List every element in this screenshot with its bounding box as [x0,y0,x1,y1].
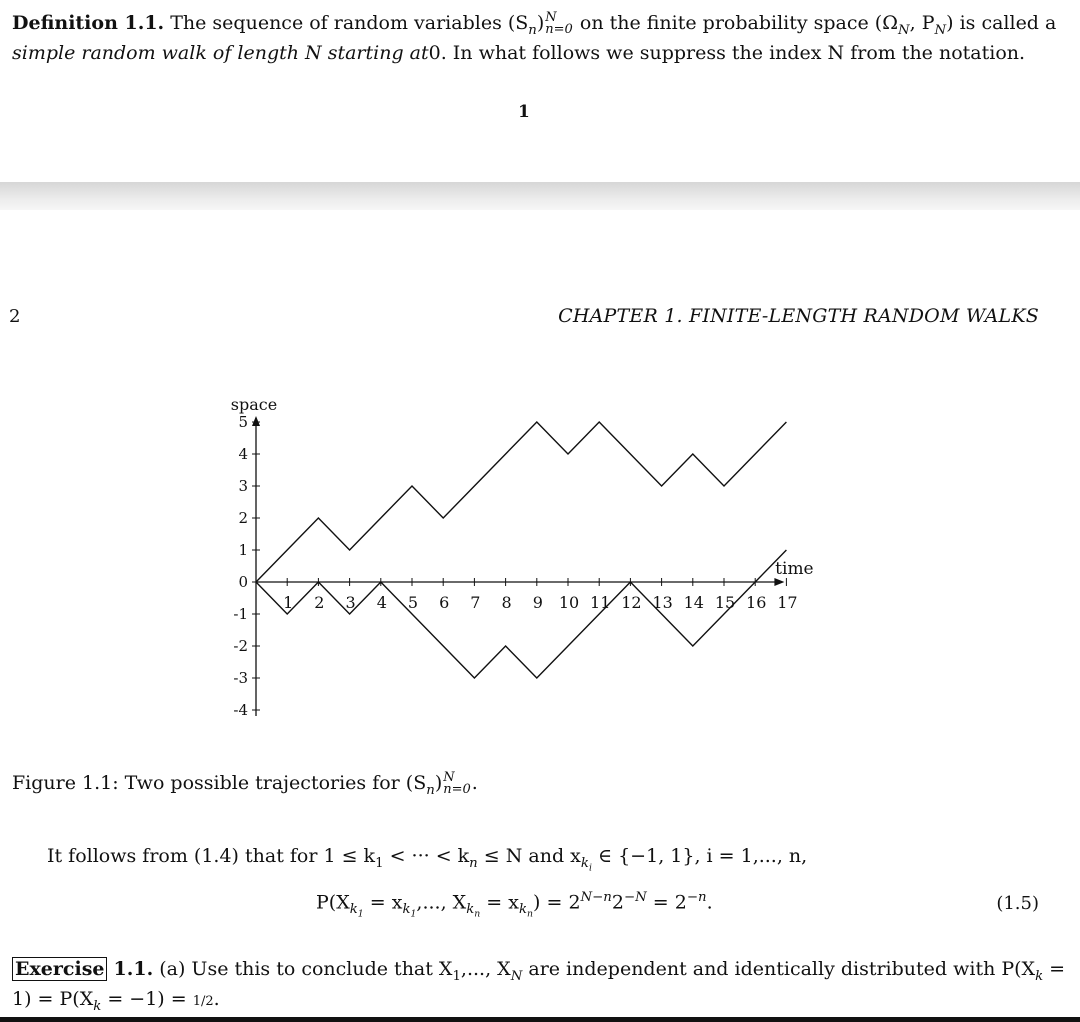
x-tick-label: 3 [345,593,356,612]
y-tick-label: 5 [238,413,248,431]
definition-term: simple random walk of length N starting at [12,42,429,64]
sub: 1 [375,855,384,871]
caption-text: ) [434,772,443,794]
x-tick-label: 14 [683,593,704,612]
sub: n [528,22,537,38]
y-tick-label: 3 [238,477,248,495]
eq-text: 2 [611,891,624,914]
x-tick-label: 4 [376,593,387,612]
sub: k [518,902,528,918]
y-axis-arrow [252,416,260,426]
exercise-line-2 [12,988,220,1014]
exercise-label: Exercise [12,957,107,981]
y-axis-label: space [230,395,278,414]
x-tick-label: 5 [407,593,419,612]
eq-text: = 2 [646,891,687,914]
eq-text: ,..., X [416,891,467,914]
x-tick-label: 10 [558,593,580,612]
definition-line-2 [12,42,1025,64]
sub: k [93,998,102,1014]
paragraph-text: It follows from (1.4) that for 1 ≤ k [47,845,376,867]
equation-number: (1.5) [996,893,1039,914]
sub: n [469,855,478,871]
y-tick-label: 2 [238,509,248,527]
x-tick-label: 6 [439,593,450,612]
definition-text: , P [909,12,935,34]
definition-text: The sequence of random variables (S [170,12,529,34]
exercise-number: 1.1. [113,958,154,980]
sub: 1 [357,908,364,920]
eq-text: ) = 2 [533,891,581,914]
exercise-text: ,..., X [460,958,511,980]
y-tick-label: -2 [233,637,248,655]
trajectory-line-1 [256,422,786,582]
page-number: 2 [9,306,21,327]
y-tick-label: -3 [233,669,248,687]
paragraph-text: < ··· < k [383,845,470,867]
y-tick-label: 1 [238,541,248,559]
sub: n=0 [443,782,471,797]
definition-text: 0 [428,42,441,64]
index-range [443,772,471,795]
sub: n=0 [545,22,573,37]
trajectory-line-2 [256,550,786,678]
equation-1-5 [316,890,713,920]
exercise-text: . [213,988,220,1010]
definition-label: Definition 1.1. [12,12,165,34]
paragraph [47,845,807,873]
caption-text: Figure 1.1: Two possible trajectories for (S [12,772,427,794]
sub: 1 [410,908,417,920]
sub: k [402,902,411,918]
exercise-text: = −1) = [101,988,193,1010]
x-tick-label: 13 [652,593,673,612]
sub: k [466,902,475,918]
x-tick-label: 12 [621,593,642,612]
figure-axes [252,416,786,716]
y-tick-label: 0 [238,573,248,591]
definition-text: . In what follows we suppress the index N from the notation. [440,42,1026,64]
y-tick-label: -1 [233,605,248,623]
y-tick-label: -4 [233,701,248,719]
exercise-text: (a) Use this to conclude that X [153,958,453,980]
sub: k [580,855,589,871]
exercise-text: are independent and identically distributed with P(X [522,958,1036,980]
sup: −N [623,890,647,905]
definition-text: ) is called a [946,12,1057,34]
sub: n [474,908,481,920]
eq-text: = x [480,891,519,914]
x-axis-label: time [775,559,814,579]
sup: N−n [580,890,612,905]
sub: n [426,782,435,798]
sub: n [527,908,534,920]
sub [466,902,481,920]
sup: N [443,770,455,786]
caption-text: . [471,772,478,794]
eq-text: P(X [316,891,350,914]
x-tick-label: 1 [283,593,294,612]
y-tick-label: 4 [238,445,248,463]
x-tick-label: 2 [314,593,325,612]
definition-text: ) [536,12,545,34]
sub: 1 [452,968,461,984]
sub: k [1035,968,1044,984]
page-gap [0,182,1080,210]
sub [349,902,364,920]
sub [518,902,534,920]
definition-line-1 [12,12,1056,38]
sub: N [897,22,910,38]
exercise-line-1 [12,958,1065,984]
random-walk-figure [0,380,1080,740]
sub: N [934,22,947,38]
x-tick-label: 16 [746,593,767,612]
paragraph-text: ∈ {−1, 1}, i = 1,..., n, [591,845,808,867]
eq-text: . [706,891,713,914]
sub [580,855,592,874]
figure-series [256,422,786,678]
paragraph-text: ≤ N and x [477,845,581,867]
exercise-text: 1) = P(X [12,988,94,1010]
x-tick-label: 7 [470,593,481,612]
x-axis-arrow [774,578,784,586]
bottom-edge [0,1017,1080,1022]
sub: N [510,968,523,984]
sup: N [545,10,557,26]
x-tick-label: 17 [777,593,798,612]
x-tick-label: 9 [532,593,543,612]
sub [402,902,417,920]
x-tick-label: 8 [501,593,512,612]
x-tick-label: 15 [714,593,736,612]
exercise-text: = [1043,958,1066,980]
running-header: CHAPTER 1. FINITE-LENGTH RANDOM WALKS [558,305,1039,327]
page-number: 1 [518,102,530,122]
index-range [545,12,573,35]
fraction: 1/2 [192,994,214,1009]
eq-text: = x [363,891,403,914]
x-tick-label: 11 [590,593,611,612]
figure-labels [231,395,814,719]
sup: −n [686,890,707,905]
definition-text: on the finite probability space (Ω [573,12,898,34]
sub: i [588,862,592,874]
sub: k [349,902,358,918]
figure-caption [12,772,478,798]
